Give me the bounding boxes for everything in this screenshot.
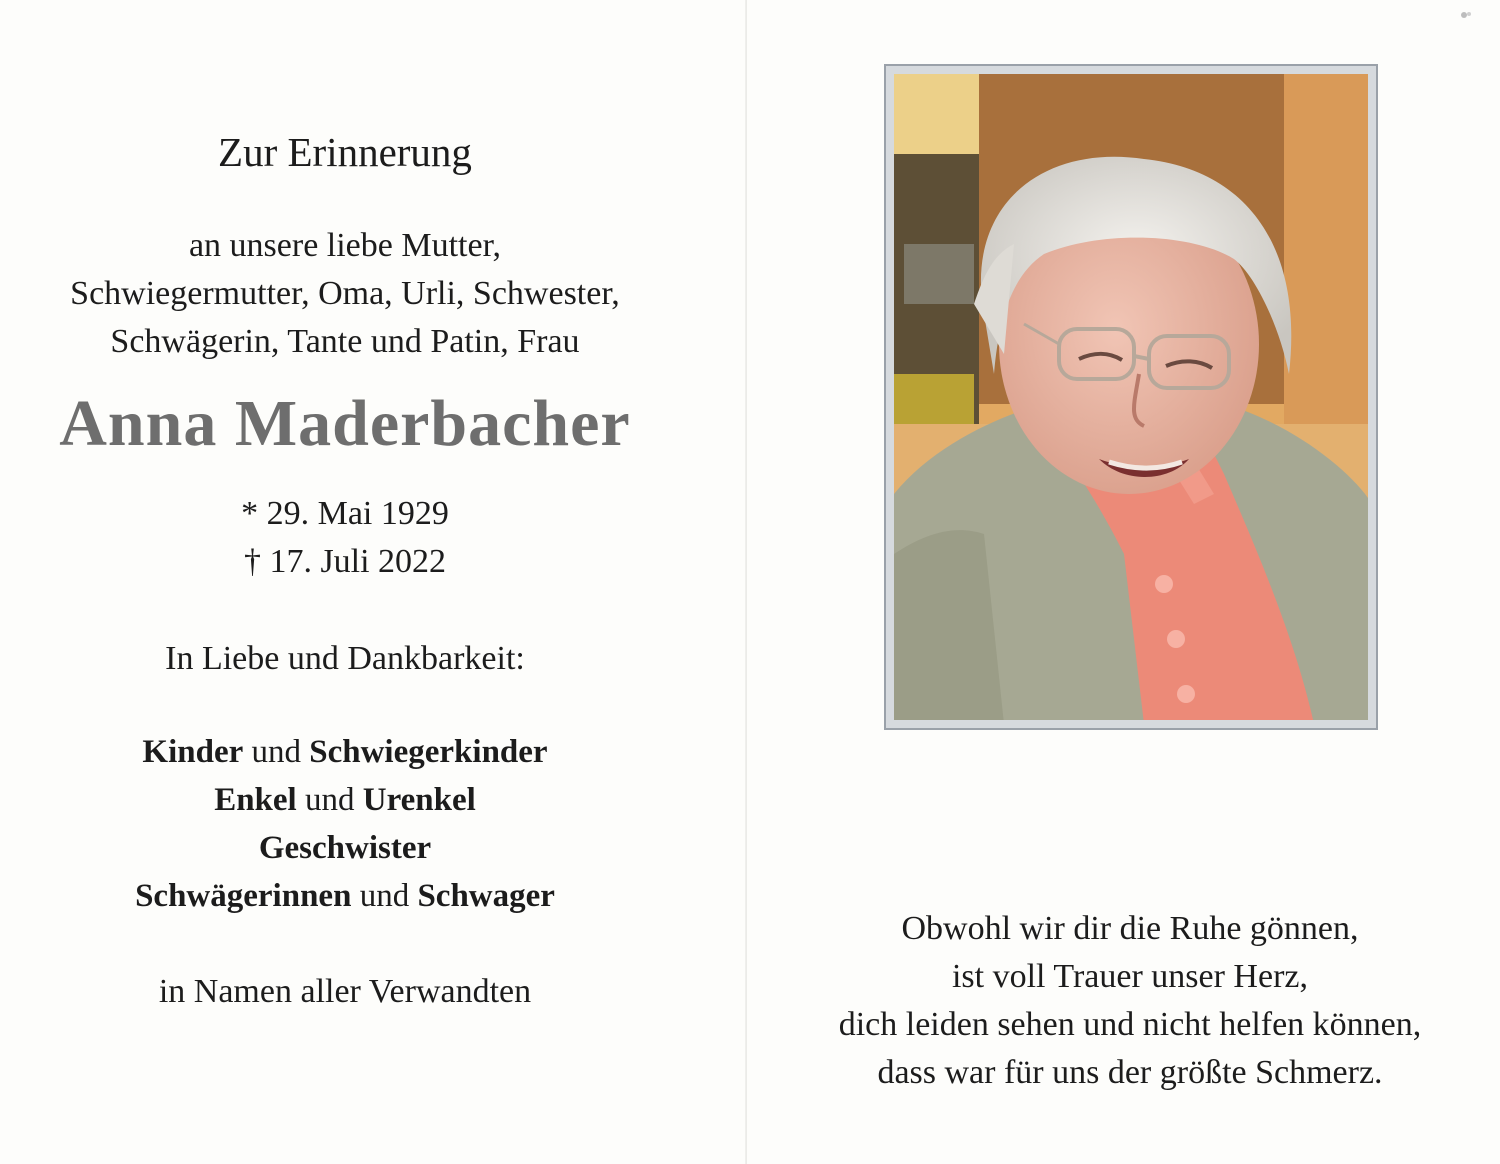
poem-line: dich leiden sehen und nicht helfen können, — [838, 1006, 1422, 1043]
family-join: und — [351, 878, 418, 914]
family-group: Schwiegerkinder — [309, 734, 548, 770]
poem — [770, 905, 1490, 1097]
left-panel — [0, 0, 690, 1164]
card-title: Zur Erinnerung — [218, 129, 472, 175]
family-join: und — [243, 734, 310, 770]
family-line — [0, 782, 690, 819]
intro-line: an unsere liebe Mutter, — [188, 227, 502, 264]
deceased-name: Anna Maderbacher — [59, 387, 631, 460]
portrait-photo — [894, 74, 1368, 720]
intro-line: Schwiegermutter, Oma, Urli, Schwester, — [70, 275, 620, 312]
poem-line: Obwohl wir dir die Ruhe gönnen, — [901, 910, 1359, 947]
portrait-illustration — [894, 74, 1368, 720]
footer-line: in Namen aller Verwandten — [158, 973, 532, 1010]
family-line — [0, 734, 690, 771]
card-fold — [745, 0, 747, 1164]
thanks-heading: In Liebe und Dankbarkeit: — [165, 640, 525, 677]
family-group: Urenkel — [362, 782, 476, 818]
paper-speck — [1458, 8, 1474, 22]
portrait-frame — [884, 64, 1378, 730]
poem-line: dass war für uns der größte Schmerz. — [877, 1054, 1383, 1091]
family-group: Geschwister — [258, 830, 432, 866]
family-line — [0, 830, 690, 867]
birth-date: * 29. Mai 1929 — [241, 495, 449, 532]
family-group: Schwägerinnen — [135, 878, 352, 914]
intro-line: Schwägerin, Tante und Patin, Frau — [110, 323, 580, 360]
poem-line: ist voll Trauer unser Herz, — [951, 958, 1308, 995]
family-group: Enkel — [214, 782, 297, 818]
family-join: und — [296, 782, 363, 818]
family-group: Kinder — [142, 734, 244, 770]
death-date: † 17. Juli 2022 — [243, 543, 447, 580]
family-line — [0, 878, 690, 915]
family-group: Schwager — [417, 878, 555, 914]
